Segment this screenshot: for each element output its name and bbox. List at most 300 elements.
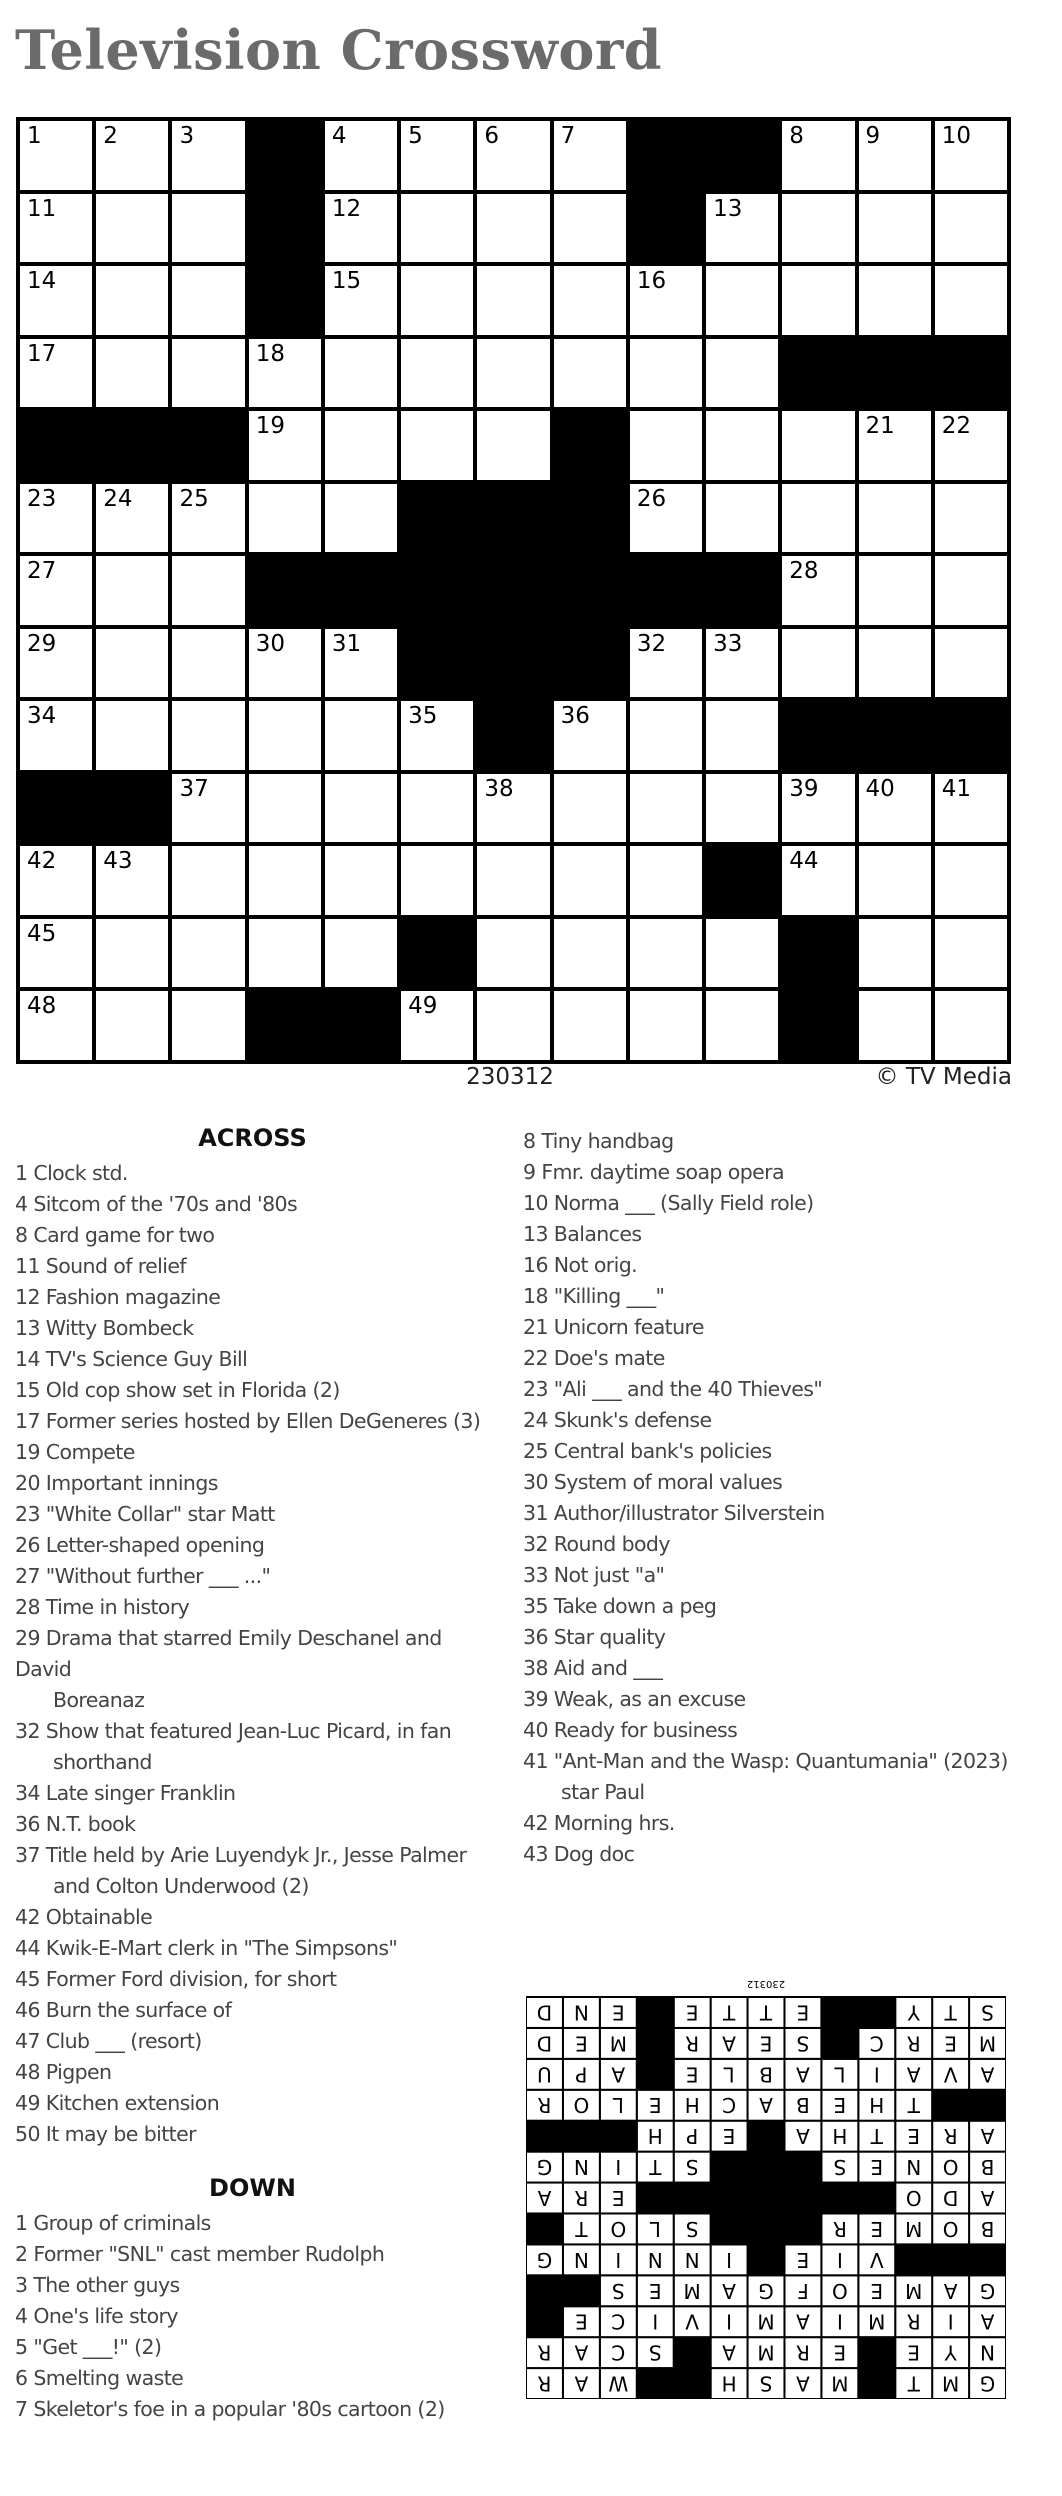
answer-cell [858,2368,895,2399]
grid-cell[interactable] [782,629,854,698]
grid-cell[interactable] [630,266,702,335]
answer-letter: R [537,2340,552,2365]
answer-cell [711,2183,748,2214]
cell-number: 23 [27,485,57,512]
cell-number: 8 [789,123,804,149]
grid-cell[interactable] [401,121,473,190]
answer-cell [858,1997,895,2028]
grid-cell[interactable] [782,556,854,625]
answer-cell [784,2183,821,2214]
answer-cell [858,2337,895,2368]
clue: 42 Obtainable [15,1905,153,1929]
clue: 8 Card game for two [15,1223,215,1247]
grid-cell[interactable] [401,701,473,770]
answer-letter: H [647,2124,663,2149]
grid-cell[interactable] [20,484,92,553]
grid-cell[interactable] [325,266,397,335]
grid-cell[interactable] [859,194,931,263]
answer-letter: A [796,2124,810,2149]
clue: 38 Aid and ___ [523,1656,663,1680]
answer-cell [784,2152,821,2183]
grid-cell[interactable] [172,701,244,770]
grid-cell[interactable] [935,266,1007,335]
grid-cell[interactable] [630,919,702,988]
grid-cell[interactable] [96,701,168,770]
grid-cell[interactable] [325,411,397,480]
grid-cell[interactable] [172,919,244,988]
grid-cell[interactable] [325,846,397,915]
answer-cell [637,2028,674,2059]
answer-letter: A [980,2124,995,2149]
grid-cell[interactable] [554,121,626,190]
grid-cell[interactable] [477,121,549,190]
answer-letter: S [796,2031,810,2056]
clue: 13 Witty Bombeck [15,1316,194,1340]
answer-letter: E [907,2340,921,2365]
grid-cell[interactable] [706,484,778,553]
grid-cell[interactable] [401,774,473,843]
grid-cell[interactable] [249,339,321,408]
grid-cell[interactable] [554,846,626,915]
answer-letter: I [615,2155,622,2180]
grid-cell[interactable] [96,556,168,625]
down-heading: DOWN [209,2174,296,2202]
answer-letter: I [726,2247,733,2272]
answer-letter: E [870,2278,884,2303]
grid-cell[interactable] [935,411,1007,480]
clue: 7 Skeletor's foe in a popular '80s cartoon (2) [15,2397,445,2421]
cell-number: 38 [484,775,514,802]
grid-cell[interactable] [20,629,92,698]
answer-cell [821,1997,858,2028]
answer-letter: E [796,2247,810,2272]
cell-number: 35 [408,703,438,730]
grid-cell[interactable] [859,411,931,480]
clue: 36 N.T. book [15,1812,136,1836]
grid-cell[interactable] [20,194,92,263]
grid-cell[interactable] [935,194,1007,263]
grid-cell[interactable] [96,339,168,408]
answer-letter: I [652,2309,659,2334]
grid-cell[interactable] [96,194,168,263]
clue: 17 Former series hosted by Ellen DeGeneres (3) [15,1409,481,1433]
grid-cell[interactable] [249,411,321,480]
answer-letter: O [905,2186,922,2210]
cell-number: 26 [636,485,667,512]
clue-continuation: star Paul [561,1780,645,1804]
grid-cell[interactable] [554,339,626,408]
grid-cell[interactable] [401,266,473,335]
grid-cell[interactable] [782,194,854,263]
answer-letter: L [649,2216,661,2241]
cell-number: 28 [789,558,819,585]
cell-number: 18 [255,340,285,367]
clue: 49 Kitchen extension [15,2091,220,2115]
answer-letter: I [836,2247,843,2272]
answer-letter: B [980,2155,995,2180]
grid-cell[interactable] [249,919,321,988]
grid-cell[interactable] [935,774,1007,843]
clue: 24 Skunk's defense [523,1408,712,1432]
cell-number: 31 [331,630,362,657]
grid-cell[interactable] [706,991,778,1060]
clue: 50 It may be bitter [15,2122,196,2146]
grid-cell[interactable] [782,846,854,915]
grid-cell[interactable] [477,919,549,988]
grid-cell[interactable] [859,919,931,988]
cell-number: 19 [255,413,285,440]
answer-cell [674,2368,711,2399]
clue: 32 Show that featured Jean-Luc Picard, in fan [15,1719,452,1743]
grid-cell[interactable] [325,121,397,190]
answer-cell [637,2059,674,2090]
grid-cell[interactable] [859,266,931,335]
grid-cell[interactable] [706,194,778,263]
answer-letter: I [947,2309,954,2334]
clue: 29 Drama that starred Emily Deschanel and David [15,1626,442,1681]
answer-letter: E [685,2062,699,2087]
grid-cell[interactable] [935,121,1007,190]
answer-letter: M [831,2371,849,2396]
clue: 40 Ready for business [523,1718,738,1742]
clue: 32 Round body [523,1532,670,1556]
clue: 13 Balances [523,1222,642,1246]
cell-number: 6 [484,123,500,149]
grid-cell[interactable] [401,846,473,915]
grid-cell[interactable] [859,484,931,553]
clue: 33 Not just "a" [523,1563,665,1587]
answer-key-id: 230312 [746,1978,786,1989]
grid-cell[interactable] [706,919,778,988]
answer-letter: F [797,2278,809,2303]
grid-cell[interactable] [554,194,626,263]
grid-cell[interactable] [96,991,168,1060]
answer-cell [821,2028,858,2059]
grid-cell[interactable] [859,629,931,698]
clue: 25 Central bank's policies [523,1439,772,1463]
grid-cell[interactable] [477,339,549,408]
grid-cell[interactable] [706,701,778,770]
grid-cell[interactable] [325,919,397,988]
clue: 28 Time in history [15,1595,190,1619]
clue: 8 Tiny handbag [523,1129,674,1153]
grid-cell[interactable] [706,411,778,480]
answer-letter: A [574,2340,589,2365]
answer-letter: P [575,2062,588,2087]
grid-cell[interactable] [249,774,321,843]
clue: 43 Dog doc [523,1842,635,1866]
answer-letter: M [757,2340,775,2365]
answer-letter: O [831,2278,848,2303]
grid-cell[interactable] [401,411,473,480]
clue: 23 "Ali ___ and the 40 Thieves" [523,1377,823,1401]
grid-cell[interactable] [554,919,626,988]
grid-cell[interactable] [20,701,92,770]
answer-letter: E [648,2278,662,2303]
grid-cell[interactable] [477,194,549,263]
cell-number: 29 [27,630,57,657]
answer-letter: E [833,2093,847,2118]
clue: 12 Fashion magazine [15,1285,221,1309]
grid-cell[interactable] [172,266,244,335]
grid-cell[interactable] [935,846,1007,915]
grid-cell[interactable] [477,774,549,843]
grid-cell[interactable] [630,774,702,843]
answer-cell [969,2244,1006,2275]
grid-cell[interactable] [172,194,244,263]
grid-cell[interactable] [477,846,549,915]
clue: 31 Author/illustrator Silverstein [523,1501,825,1525]
grid-cell[interactable] [782,121,854,190]
grid-cell[interactable] [630,629,702,698]
grid-cell[interactable] [172,991,244,1060]
grid-cell[interactable] [20,556,92,625]
grid-cell[interactable] [325,484,397,553]
grid-cell[interactable] [935,629,1007,698]
cell-number: 39 [789,775,819,802]
grid-cell[interactable] [401,339,473,408]
answer-letter: N [573,2247,589,2272]
clue: 34 Late singer Franklin [15,1781,236,1805]
grid-cell[interactable] [935,919,1007,988]
answer-letter: A [759,2093,773,2118]
answer-letter: S [685,2155,699,2180]
clue: 42 Morning hrs. [523,1811,675,1835]
answer-letter: L [612,2093,624,2118]
grid-cell[interactable] [477,991,549,1060]
page-title: Television Crossword [15,18,663,82]
grid-cell[interactable] [172,484,244,553]
clue: 20 Important innings [15,1471,218,1495]
cell-number: 49 [408,993,438,1020]
answer-letter: V [943,2062,958,2087]
clue: 3 The other guys [15,2273,180,2297]
clue: 37 Title held by Arie Luyendyk Jr., Jesse Palmer [15,1843,467,1867]
answer-letter: E [648,2093,662,2118]
answer-letter: E [833,2340,847,2365]
grid-cell[interactable] [325,774,397,843]
grid-cell[interactable] [859,846,931,915]
puzzle-id: 230312 [466,1064,554,1090]
clue: 4 One's life story [15,2304,178,2328]
clue: 16 Not orig. [523,1253,638,1277]
grid-cell[interactable] [477,411,549,480]
answer-letter: A [722,2340,736,2365]
grid-cell[interactable] [249,484,321,553]
answer-letter: E [907,2124,921,2149]
grid-cell[interactable] [20,919,92,988]
answer-cell [748,2213,785,2244]
cell-number: 14 [27,268,57,295]
grid-cell[interactable] [96,846,168,915]
cell-number: 24 [103,485,133,512]
grid-cell[interactable] [935,556,1007,625]
answer-letter: U [537,2062,552,2087]
grid-cell[interactable] [20,339,92,408]
answer-cell [711,2213,748,2244]
answer-letter: E [575,2309,588,2334]
answer-letter: B [980,2216,995,2241]
cell-number: 17 [27,340,57,367]
grid-cell[interactable] [859,774,931,843]
grid-cell[interactable] [554,991,626,1060]
answer-letter: G [758,2278,774,2303]
grid-cell[interactable] [706,774,778,843]
clue: 2 Former "SNL" cast member Rudolph [15,2242,385,2266]
answer-letter: R [537,2093,552,2118]
answer-letter: T [722,2000,736,2025]
cell-number: 10 [941,123,972,149]
answer-letter: M [905,2278,923,2303]
cell-number: 33 [713,630,743,657]
grid-cell[interactable] [630,846,702,915]
grid-cell[interactable] [782,774,854,843]
grid-cell[interactable] [706,266,778,335]
grid-cell[interactable] [172,774,244,843]
grid-cell[interactable] [96,484,168,553]
clue: 11 Sound of relief [15,1254,186,1278]
answer-letter: E [575,2031,588,2056]
answer-letter: E [870,2155,884,2180]
answer-cell [637,2183,674,2214]
grid-cell[interactable] [782,484,854,553]
grid-cell[interactable] [630,484,702,553]
grid-cell[interactable] [859,121,931,190]
grid-cell[interactable] [935,991,1007,1060]
clue: 18 "Killing ___" [523,1284,665,1308]
across-clues-column [15,1124,490,2425]
answer-letter: A [611,2062,626,2087]
cell-number: 40 [865,775,895,802]
answer-letter: E [796,2000,810,2025]
grid-cell[interactable] [249,701,321,770]
answer-cell [526,2275,563,2306]
answer-letter: A [906,2062,921,2087]
answer-letter: A [980,2062,995,2087]
answer-letter: S [611,2278,625,2303]
grid-cell[interactable] [20,121,92,190]
answer-letter: G [536,2247,553,2272]
answer-letter: O [573,2093,590,2118]
grid-cell[interactable] [401,991,473,1060]
grid-cell[interactable] [325,339,397,408]
cell-number: 9 [865,123,881,149]
answer-letter: A [722,2031,736,2056]
grid-cell[interactable] [172,121,244,190]
grid-cell[interactable] [554,266,626,335]
answer-letter: L [834,2062,846,2087]
clue: 47 Club ___ (resort) [15,2029,202,2053]
answer-cell [969,2090,1006,2121]
answer-cell [563,2275,600,2306]
clue: 26 Letter-shaped opening [15,1533,265,1557]
grid-cell[interactable] [96,629,168,698]
grid-cell[interactable] [20,846,92,915]
grid-cell[interactable] [554,774,626,843]
answer-letter: M [941,2371,960,2396]
clue: 30 System of moral values [523,1470,783,1494]
answer-letter: A [537,2186,552,2210]
answer-letter: R [537,2371,552,2396]
answer-letter: M [609,2031,627,2056]
grid-cell[interactable] [782,411,854,480]
grid-cell[interactable] [96,121,168,190]
grid-cell[interactable] [172,339,244,408]
answer-letter: C [869,2031,884,2056]
answer-cell [748,2121,785,2152]
answer-letter: I [615,2247,622,2272]
grid-cell[interactable] [325,629,397,698]
answer-letter: A [980,2186,995,2210]
answer-letter: N [684,2247,700,2272]
grid-cell[interactable] [630,701,702,770]
grid-cell[interactable] [325,701,397,770]
grid-cell[interactable] [706,629,778,698]
grid-cell[interactable] [859,556,931,625]
grid-cell[interactable] [96,266,168,335]
grid-cell[interactable] [706,339,778,408]
cell-number: 7 [560,123,576,149]
clue: 4 Sitcom of the '70s and '80s [15,1192,298,1216]
answer-letter: A [722,2278,736,2303]
answer-letter: R [685,2031,700,2056]
across-clue-list [15,1158,490,2150]
answer-cell [600,2121,637,2152]
answer-letter: M [868,2309,886,2334]
grid-cell[interactable] [172,629,244,698]
clue: 27 "Without further ___ ..." [15,1564,271,1588]
answer-letter: M [905,2216,923,2241]
answer-letter: C [611,2309,626,2334]
grid-cell[interactable] [20,266,92,335]
down-clues-column [523,1126,1023,1870]
grid-cell[interactable] [172,846,244,915]
answer-letter: T [649,2155,662,2180]
grid-cell[interactable] [630,339,702,408]
grid-cell[interactable] [96,919,168,988]
clue-continuation: shorthand [53,1750,152,1774]
down-clue-list-part1 [15,2208,490,2425]
grid-cell[interactable] [630,991,702,1060]
grid-cell[interactable] [172,556,244,625]
grid-cell[interactable] [477,266,549,335]
answer-letter: R [943,2124,958,2149]
grid-cell[interactable] [859,991,931,1060]
grid-cell[interactable] [935,484,1007,553]
answer-letter: O [942,2155,959,2180]
grid-cell[interactable] [249,846,321,915]
grid-cell[interactable] [401,194,473,263]
grid-cell[interactable] [249,629,321,698]
grid-cell[interactable] [782,266,854,335]
grid-cell[interactable] [20,991,92,1060]
cell-number: 42 [27,848,57,875]
clue: 48 Pigpen [15,2060,112,2084]
cell-number: 37 [179,775,209,802]
grid-cell[interactable] [325,194,397,263]
clue: 35 Take down a peg [523,1594,717,1618]
grid-cell[interactable] [554,701,626,770]
grid-cell[interactable] [630,411,702,480]
answer-cell [637,2368,674,2399]
answer-cell [858,2183,895,2214]
cell-number: 16 [636,268,667,295]
answer-cell [932,2090,969,2121]
answer-cell [932,2244,969,2275]
cell-number: 43 [103,848,133,875]
cell-number: 45 [27,920,57,947]
answer-cell [895,2244,932,2275]
